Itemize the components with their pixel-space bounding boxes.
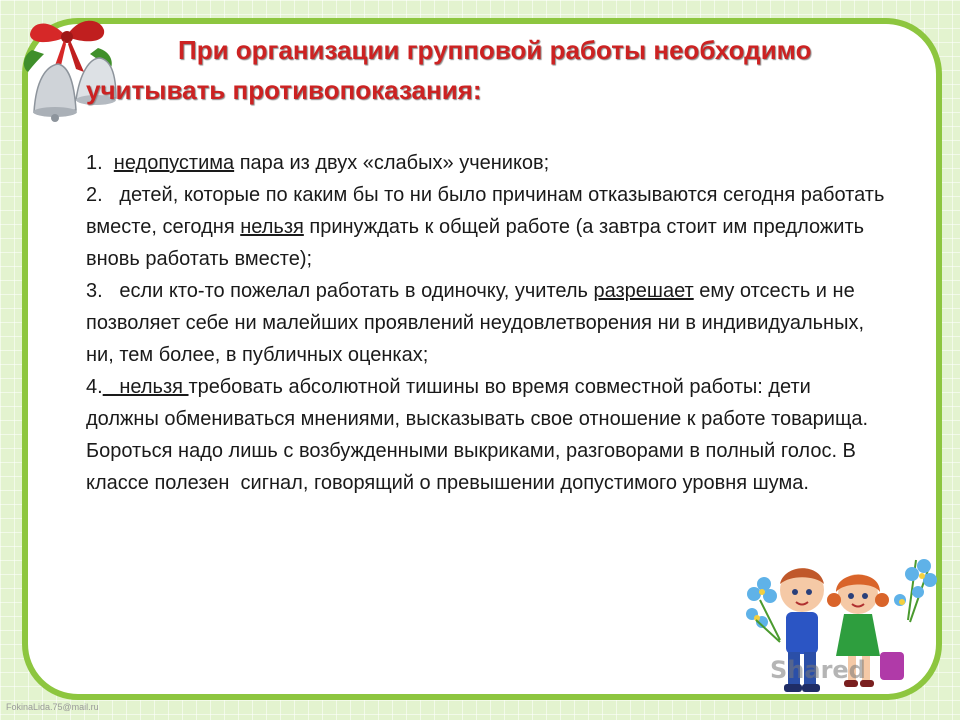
list-item-text: ему отсесть и не позволяет себе ни малейших проявлений неудовлетворения ни в индивидуальных, ни, тем более, в публичных оценках; [86,280,870,366]
list-item-underlined: разрешает [593,280,694,302]
list-item-text: 4. [86,376,103,398]
list-item-underlined: нельзя [240,216,304,238]
list-item-text: 3. если кто-то пожелал работать в одиночку, учитель [86,280,594,302]
list-item-text: 1. [86,152,114,174]
title-line-1: При организации групповой работы необходимо [178,35,812,65]
watermark-text: Shared [770,656,866,684]
list-item [86,371,886,499]
list-item-underlined: нельзя [102,376,189,398]
children-with-flowers-icon [740,540,940,710]
list-item-text: пара из двух «слабых» учеников; [234,152,550,174]
footer-email: FokinaLida.75@mail.ru [6,702,99,712]
list-item [86,179,890,275]
list-item-underlined: недопустима [113,152,235,174]
list-item [86,275,886,371]
contraindications-list [86,147,890,499]
list-item-text: принуждать к общей работе (а завтра стоит им предложить вновь работать вместе); [86,216,870,270]
title-line-2: учитывать противопоказания: [86,75,482,105]
list-item-text: 2. детей, которые по каким бы то ни было причинам отказываются сегодня работать вместе, сегодня [86,184,890,238]
list-item-text: требовать абсолютной тишины во время совместной работы: дети должны обмениваться мнениями, высказывать свое отношение к работе товарища. Бороться надо лишь с возбужденными выкриками, разговорами в полный голос. В классе полезен сигнал, говорящий о превышении допустимого уровня шума. [86,376,874,494]
slide-title [86,30,886,110]
list-item [86,147,886,179]
